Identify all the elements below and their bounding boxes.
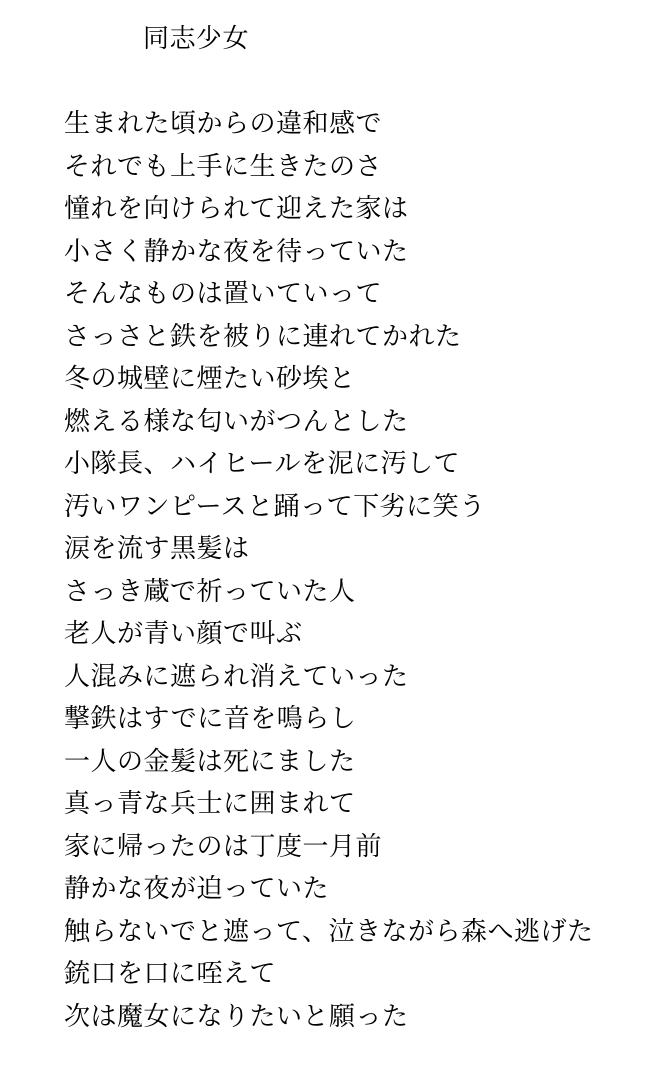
lyric-line: 撃鉄はすでに音を鳴らし	[64, 703, 357, 733]
lyric-line: 憧れを向けられて迎えた家は	[64, 193, 409, 223]
lyric-line: 一人の金髪は死にました	[64, 745, 356, 776]
lyric-line: さっき蔵で祈っていた人	[64, 575, 356, 606]
lyric-line: 涙を流す黒髪は	[64, 533, 250, 563]
lyric-line: 静かな夜が迫っていた	[64, 873, 330, 903]
lyric-line: さっさと鉄を被りに連れてかれた	[64, 320, 462, 351]
lyric-line: 人混みに遮られ消えていった	[64, 660, 409, 691]
lyric-line: 燃える様な匂いがつんとした	[64, 405, 409, 436]
lyric-line: 真っ青な兵士に囲まれて	[64, 788, 356, 818]
lyric-line: 小さく静かな夜を待っていた	[64, 235, 409, 266]
lyric-line: 家に帰ったのは丁度一月前	[64, 830, 383, 861]
lyric-line: それでも上手に生きたのさ	[64, 150, 383, 181]
lyric-line: 汚いワンピースと踊って下劣に笑う	[64, 490, 486, 521]
lyric-line: そんなものは置いていって	[64, 278, 383, 308]
lyric-line: 小隊長、ハイヒールを泥に汚して	[64, 448, 460, 478]
lyric-line: 銃口を口に咥えて	[64, 958, 277, 988]
lyric-line: 老人が青い顔で叫ぶ	[64, 618, 303, 648]
lyric-line: 触らないでと遮って、泣きながら森へ逃げた	[64, 915, 594, 946]
lyric-line: 冬の城壁に煙たい砂埃と	[64, 363, 356, 393]
document-title: 同志少女	[143, 23, 250, 53]
lyric-line: 生まれた頃からの違和感で	[64, 108, 383, 138]
lyric-line: 次は魔女になりたいと願った	[64, 1000, 409, 1031]
